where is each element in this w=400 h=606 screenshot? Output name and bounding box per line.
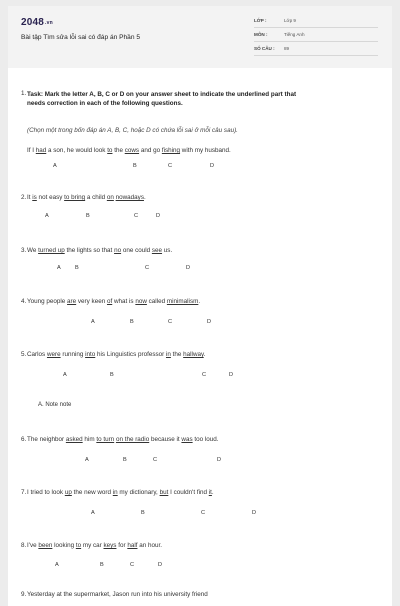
option-d: hallway (183, 351, 204, 358)
option-a: are (67, 298, 77, 305)
document-sheet (8, 6, 392, 606)
option-d: fishing (161, 147, 181, 154)
option-b: to (75, 542, 82, 549)
option-b: into (85, 351, 96, 358)
logo-main: 2048 (21, 17, 45, 28)
label-d: D (156, 213, 161, 219)
header (8, 6, 392, 68)
option-d: nowadays (115, 194, 144, 201)
label-c: C (202, 372, 207, 378)
question-number: 5. (21, 351, 27, 358)
question-sentence: We turned up the lights so that no one could see us. (27, 247, 173, 254)
label-b: B (86, 213, 90, 219)
label-b: B (123, 457, 127, 463)
label-d: D (158, 562, 163, 568)
label-c: C (145, 265, 150, 271)
site-logo[interactable] (21, 17, 53, 28)
label-a: A (91, 319, 95, 325)
label-b: B (141, 510, 145, 516)
meta-count-row (254, 44, 378, 56)
label-c: C (153, 457, 158, 463)
option-a: were (46, 351, 61, 358)
option-c: cows (124, 147, 140, 154)
question-sentence: The neighbor asked him to turn on the radio because it was too loud. (27, 436, 219, 443)
meta-count-value: 89 (284, 46, 290, 51)
meta-class-row (254, 16, 378, 28)
question-sentence: Yesterday at the supermarket, Jason run into his university friend (27, 591, 208, 598)
label-d: D (229, 372, 234, 378)
question-sentence: Carlos were running into his Linguistics professor in the hallway. (27, 351, 206, 358)
option-c: in (165, 351, 171, 358)
label-a: A (45, 213, 49, 219)
option-a: had (35, 147, 47, 154)
option-d: it (208, 489, 212, 496)
option-c: keys (103, 542, 117, 549)
question-number: 2. (21, 194, 27, 201)
label-a: A (91, 510, 95, 516)
option-b: to bring (64, 194, 86, 201)
meta-class-key: LỚP : (254, 18, 267, 23)
question-number: 8. (21, 542, 27, 549)
label-d: D (217, 457, 222, 463)
option-b: of (106, 298, 113, 305)
instruction-line-1: Task: Mark the letter A, B, C or D on your answer sheet to indicate the underlined part that (27, 91, 297, 98)
question-number: 4. (21, 298, 27, 305)
label-d: D (252, 510, 257, 516)
label-c: C (134, 213, 139, 219)
option-d: see (151, 247, 163, 254)
option-d: minimalism (166, 298, 199, 305)
option-a: is (32, 194, 37, 201)
page-title: Bài tập Tìm sửa lỗi sai có đáp án Phần 5 (21, 34, 141, 41)
label-b: B (110, 372, 114, 378)
option-a: asked (65, 436, 83, 443)
option-c: on the radio (115, 436, 150, 443)
option-c: on (106, 194, 114, 201)
option-b: to turn (96, 436, 115, 443)
option-c: now (135, 298, 147, 305)
label-c: C (130, 562, 135, 568)
label-c: C (201, 510, 206, 516)
label-c: C (168, 163, 173, 169)
question-number: 3. (21, 247, 27, 254)
option-b: to (107, 147, 113, 154)
label-d: D (210, 163, 215, 169)
question-sentence: I've been looking to my car keys for half an hour. (27, 542, 162, 549)
label-b: B (100, 562, 104, 568)
label-b: B (130, 319, 134, 325)
instruction-line-2: needs correction in each of the following questions. (27, 100, 183, 107)
question-sentence: I tried to look up the new word in my dictionary, but I couldn't find it. (27, 489, 214, 496)
meta-subject-value: Tiếng Anh (284, 32, 305, 37)
note-text: A. Note note (38, 402, 72, 408)
question-number: 6. (21, 436, 27, 443)
question-number: 9. (21, 591, 27, 598)
question-sentence: It is not easy to bring a child on nowadays. (27, 194, 146, 201)
option-a: up (64, 489, 72, 496)
label-a: A (63, 372, 67, 378)
label-a: A (57, 265, 61, 271)
label-d: D (207, 319, 212, 325)
meta-count-key: SỐ CÂU : (254, 46, 275, 51)
question-sentence: Young people are very keen of what is now called minimalism. (27, 298, 201, 305)
label-a: A (85, 457, 89, 463)
question-number: 1. (21, 90, 27, 97)
question-instruction (27, 90, 296, 108)
option-d: was (181, 436, 193, 443)
label-a: A (55, 562, 59, 568)
label-a: A (53, 163, 57, 169)
label-d: D (186, 265, 191, 271)
option-c: no (114, 247, 122, 254)
label-b: B (133, 163, 137, 169)
option-a: turned up (38, 247, 65, 254)
option-a: been (38, 542, 53, 549)
question-sentence: If I had a son, he would look to the cows and go fishing with my husband. (27, 147, 231, 154)
option-d: half (127, 542, 138, 549)
label-c: C (168, 319, 173, 325)
option-b: in (112, 489, 118, 496)
meta-subject-row (254, 30, 378, 42)
logo-suffix: .vn (45, 20, 53, 26)
meta-subject-key: MÔN : (254, 32, 268, 37)
question-number: 7. (21, 489, 27, 496)
meta-class-value: Lớp 9 (284, 18, 296, 23)
label-b: B (75, 265, 79, 271)
option-c: but (159, 489, 169, 496)
instruction-vietnamese: (Chọn một trong bốn đáp án A, B, C, hoặc D có chứa lỗi sai ở mỗi câu sau). (27, 127, 238, 134)
